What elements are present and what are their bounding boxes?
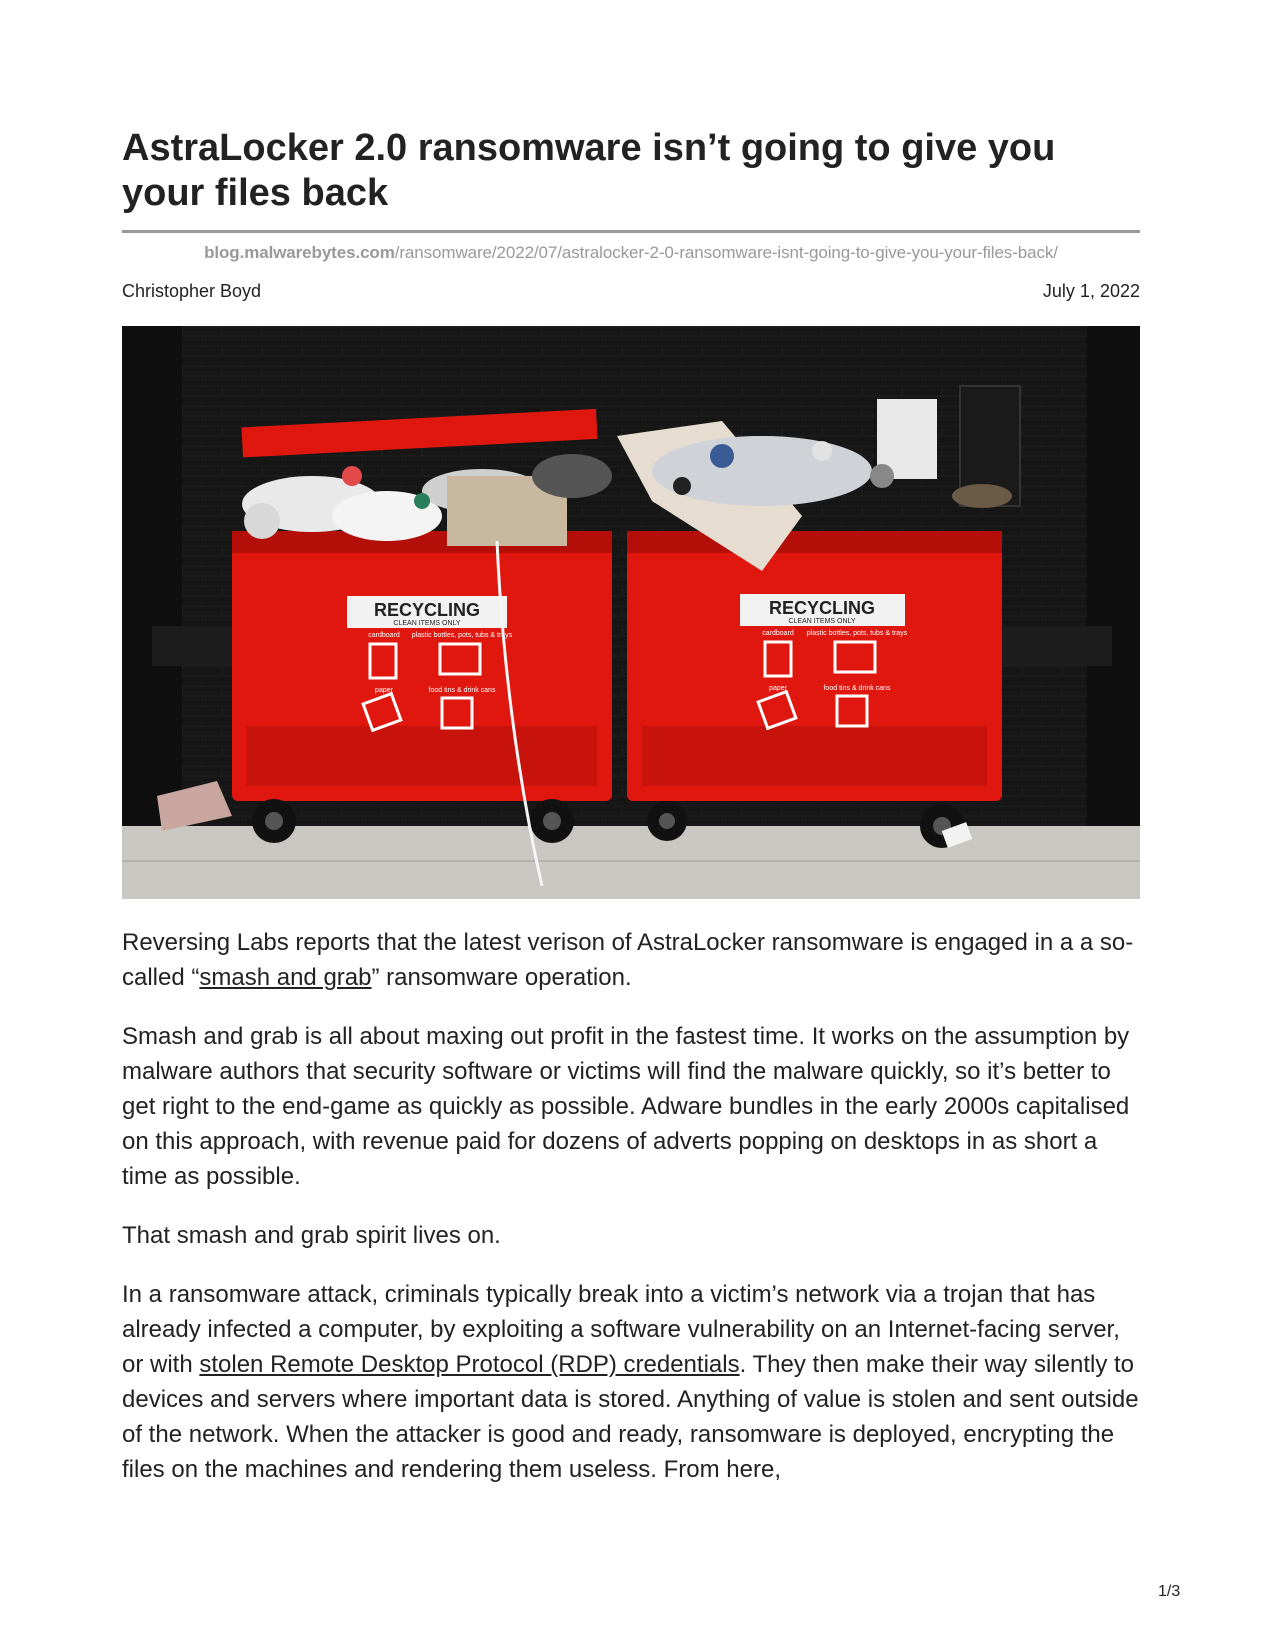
paragraph-3: That smash and grab spirit lives on.: [122, 1222, 501, 1249]
hero-image: [122, 326, 1140, 899]
article-page: [122, 126, 1140, 1511]
publish-date: July 1, 2022: [1042, 281, 1140, 301]
svg-text:paper: paper: [375, 687, 393, 694]
article-meta: [122, 281, 1140, 302]
svg-text:cardboard: cardboard: [368, 632, 400, 639]
paragraph-1: Reversing Labs reports that the latest verison of AstraLocker ransomware is engaged in a a so-called “smash and grab” ransomware operation.: [122, 929, 1134, 991]
right-bin-sublabel: CLEAN ITEMS ONLY: [788, 618, 856, 625]
article-body: [122, 925, 1140, 1487]
svg-text:plastic bottles, pots, tubs &: plastic bottles, pots, tubs & trays: [411, 632, 513, 639]
left-bin-sublabel: CLEAN ITEMS ONLY: [393, 620, 461, 627]
source-url[interactable]: [122, 243, 1140, 263]
svg-text:plastic bottles, pots, tubs &: plastic bottles, pots, tubs & trays: [806, 630, 908, 637]
rdp-credentials-link[interactable]: stolen Remote Desktop Protocol (RDP) credentials: [199, 1351, 740, 1378]
page-number: 1/3: [1158, 1583, 1181, 1600]
author-name: Christopher Boyd: [122, 281, 262, 301]
left-bin: [232, 531, 612, 843]
left-bin-label: RECYCLING: [373, 600, 481, 620]
paragraph-2: Smash and grab is all about maxing out profit in the fastest time. It works on the assumption by malware authors that security software or victims will find the malware quickly, so it’s better to get right to the end-game as quickly as possible. Adware bundles in the early 2000s capitalised on this approach, with revenue paid for dozens of adverts popping on desktops in as short a time as possible.: [122, 1023, 1130, 1190]
svg-text:paper: paper: [769, 685, 787, 692]
paragraph-4: In a ransomware attack, criminals typically break into a victim’s network via a trojan that has already infected a computer, by exploiting a software vulnerability on an Internet-facing server, or with stolen Remote Desktop Protocol (RDP) credentials. They then make their way silently to devices and servers where important data is stored. Anything of value is stolen and sent outside of the network. When the attacker is good and ready, ransomware is deployed, encrypting the files on the machines and rendering them useless. From here,: [122, 1281, 1139, 1483]
source-url-domain: blog.malwarebytes.com: [204, 243, 395, 262]
svg-text:cardboard: cardboard: [762, 630, 794, 637]
right-bin: [627, 531, 1002, 848]
smash-and-grab-link[interactable]: smash and grab: [199, 964, 372, 991]
source-url-path: /ransomware/2022/07/astralocker-2-0-ransomware-isnt-going-to-give-you-your-files-back/: [394, 243, 1058, 262]
right-bin-label: RECYCLING: [768, 598, 876, 618]
recycling-bins-photo: [122, 326, 1140, 899]
svg-text:food tins & drink cans: food tins & drink cans: [428, 687, 496, 694]
article-title: AstraLocker 2.0 ransomware isn’t going to give you your files back: [122, 126, 1140, 233]
svg-text:food tins & drink cans: food tins & drink cans: [823, 685, 891, 692]
